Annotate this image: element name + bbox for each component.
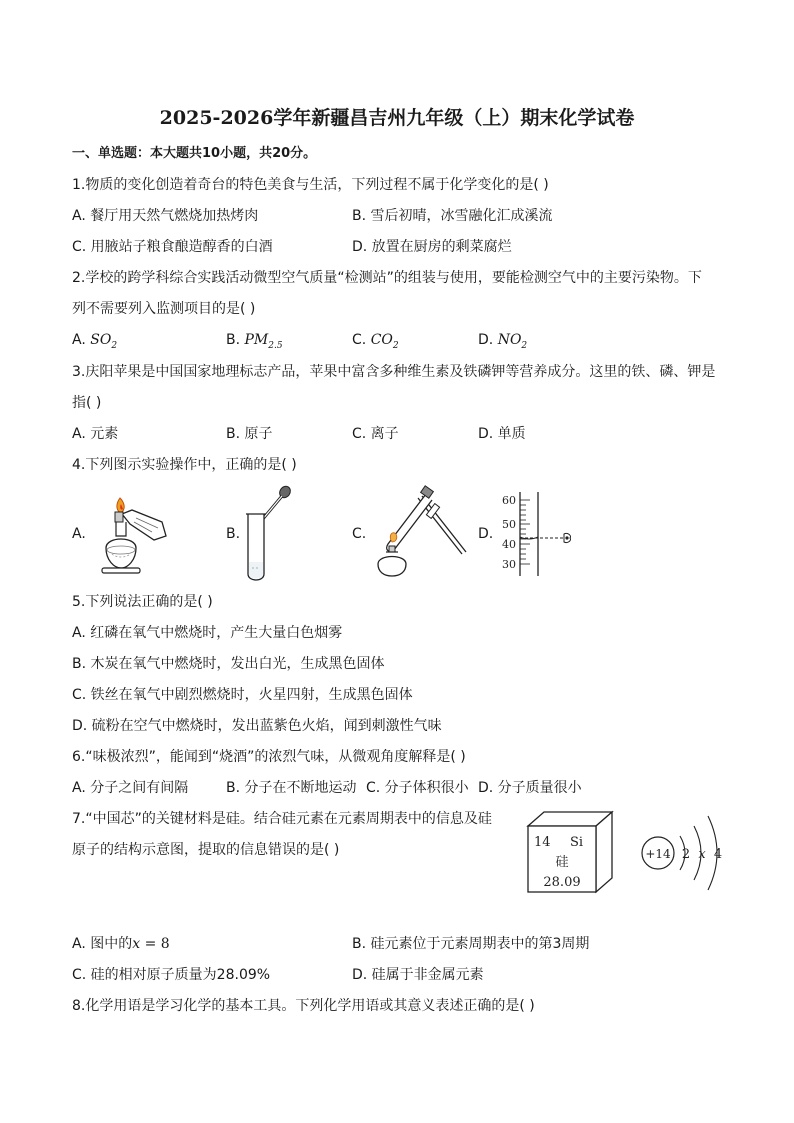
question-6-stem: 6.“味极浓烈”，能闻到“烧酒”的浓烈气味，从微观角度解释是( ) [72,749,466,765]
shell-1-electrons: 2 [681,847,691,862]
graduated-cylinder-reading-figure [494,488,578,580]
section-heading: 一、单选题：本大题共10小题，共20分。 [72,146,317,161]
q4-option-a-label[interactable]: A. [72,526,86,542]
dropper-test-tube-figure [240,484,296,584]
cylinder-tick-40: 40 [502,538,516,551]
q6-option-c[interactable]: C. 分子体积很小 [366,780,469,796]
exam-title: 2025-2026学年新疆昌吉州九年级（上）期末化学试卷 [159,107,635,129]
question-2-stem-line1: 2.学校的跨学科综合实践活动微型空气质量“检测站”的组装与使用，要能检测空气中的主要污染物。下 [72,270,702,286]
atomic-mass: 28.09 [543,875,581,890]
q3-option-a[interactable]: A. 元素 [72,426,119,442]
q1-option-c[interactable]: C. 用腋站子粮食酿造醇香的白酒 [72,239,273,255]
question-7-stem-line1: 7.“中国芯”的关键材料是硅。结合硅元素在元素周期表中的信息及硅 [72,811,492,827]
q2-option-a[interactable] [72,330,117,356]
shell-3-electrons: 4 [713,847,723,862]
q6-option-d[interactable]: D. 分子质量很小 [478,780,582,796]
q7-option-a-equation: = 8 [140,936,170,952]
q4-option-c-label[interactable]: C. [352,526,367,542]
heating-test-tube-figure [366,484,472,580]
cylinder-tick-30: 30 [502,558,516,571]
q5-option-a[interactable]: A. 红磷在氧气中燃烧时，产生大量白色烟雾 [72,625,343,641]
question-4-stem: 4.下列图示实验操作中，正确的是( ) [72,457,297,473]
q1-option-b[interactable]: B. 雪后初晴，冰雪融化汇成溪流 [352,208,553,224]
q2-option-a-formula: $SO_2$ [90,332,118,351]
question-2-stem-line2: 列不需要列入监测项目的是( ) [72,301,256,317]
q2-option-d[interactable] [478,330,527,356]
question-7-stem-line2: 原子的结构示意图，提取的信息错误的是( ) [72,842,340,858]
q2-option-b-label: B. [226,332,245,348]
q2-option-c[interactable] [352,330,399,356]
q6-option-a[interactable]: A. 分子之间有间隔 [72,780,189,796]
question-3-stem-line1: 3.庆阳苹果是中国国家地理标志产品，苹果中富含多种维生素及铁磷钾等营养成分。这里的铁、磷、钾是 [72,364,716,380]
shell-2-electrons: x [698,847,706,862]
q2-option-a-label: A. [72,332,91,348]
alcohol-lamp-lighting-figure [88,488,172,580]
question-8-stem: 8.化学用语是学习化学的基本工具。下列化学用语或其意义表述正确的是( ) [72,998,535,1014]
silicon-atom-structure-diagram [636,812,728,894]
q3-option-c[interactable]: C. 离子 [352,426,399,442]
q1-option-a[interactable]: A. 餐厅用天然气燃烧加热烤肉 [72,208,259,224]
question-1-stem: 1.物质的变化创造着奇台的特色美食与生活，下列过程不属于化学变化的是( ) [72,177,549,193]
q7-option-a-text: A. 图中的 [72,936,133,952]
q4-option-d-label[interactable]: D. [478,526,494,542]
q2-option-c-formula: $CO_2$ [370,332,399,351]
q1-option-d[interactable]: D. 放置在厨房的剩菜腐烂 [352,239,512,255]
q5-option-b[interactable]: B. 木炭在氧气中燃烧时，发出白光，生成黑色固体 [72,656,385,672]
question-3-stem-line2: 指( ) [72,395,102,411]
q2-option-b[interactable] [226,330,283,356]
q4-option-b-label[interactable]: B. [226,526,241,542]
q2-option-d-label: D. [478,332,498,348]
q2-option-d-formula: $NO_2$ [497,332,528,351]
q7-option-d[interactable]: D. 硅属于非金属元素 [352,967,484,983]
element-name: 硅 [555,855,569,870]
q7-option-c[interactable]: C. 硅的相对原子质量为28.09% [72,967,271,983]
question-5-stem: 5.下列说法正确的是( ) [72,594,213,610]
q6-option-b[interactable]: B. 分子在不断地运动 [226,780,357,796]
atomic-number: 14 [534,835,551,850]
periodic-table-cell-silicon [524,808,616,896]
q3-option-d[interactable]: D. 单质 [478,426,526,442]
q7-option-a-variable: x [132,936,141,952]
cylinder-tick-50: 50 [502,518,516,531]
q2-option-b-formula: $PM_{2.5}$ [244,332,283,351]
q7-option-a[interactable] [72,934,170,954]
cylinder-tick-60: 60 [502,494,516,507]
q5-option-c[interactable]: C. 铁丝在氧气中剧烈燃烧时，火星四射，生成黑色固体 [72,687,413,703]
nucleus-charge: +14 [645,847,671,861]
element-symbol: Si [570,835,584,850]
q3-option-b[interactable]: B. 原子 [226,426,273,442]
q2-option-c-label: C. [352,332,371,348]
q5-option-d[interactable]: D. 硫粉在空气中燃烧时，发出蓝紫色火焰，闻到刺激性气味 [72,718,442,734]
q7-option-b[interactable]: B. 硅元素位于元素周期表中的第3周期 [352,936,590,952]
